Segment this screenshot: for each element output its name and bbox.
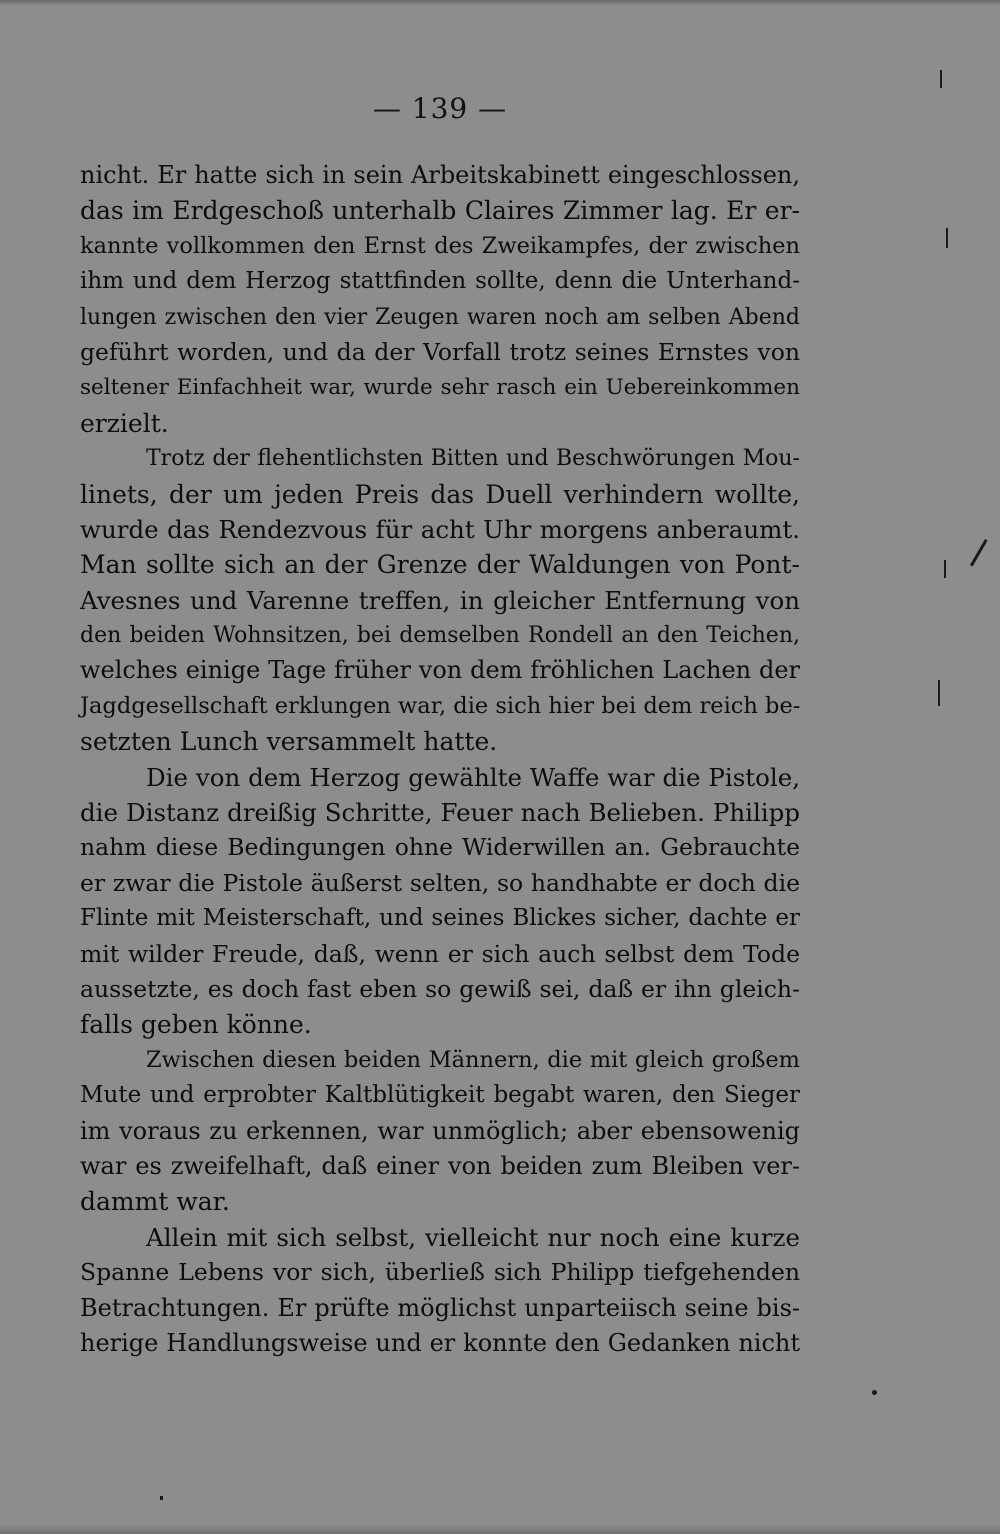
text-line: setzten Lunch versammelt hatte. [80, 727, 498, 757]
text-line: Trotz der flehentlichsten Bitten und Beschwörungen Mou- [146, 446, 800, 472]
text-line: Jagdgesellschaft erklungen war, die sich hier bei dem reich be- [80, 692, 801, 719]
text-line: Allein mit sich selbst, vielleicht nur noch eine kurze [146, 1222, 800, 1252]
text-line: er zwar die Pistole äußerst selten, so handhabte er doch die [80, 868, 800, 897]
scan-mark [970, 539, 988, 566]
text-line: falls geben könne. [80, 1010, 312, 1040]
text-line: dammt war. [80, 1187, 230, 1217]
text-line: ihm und dem Herzog stattfinden sollte, denn die Unterhand- [80, 268, 800, 295]
page-bottom-edge [0, 1524, 1000, 1534]
text-line: den beiden Wohnsitzen, bei demselben Rondell an den Teichen, [80, 623, 800, 649]
scan-dot [160, 1496, 163, 1500]
body-text [80, 158, 800, 1361]
text-line: Mute und erprobter Kaltblütigkeit begabt waren, den Sieger [80, 1082, 800, 1109]
text-line: war es zweifelhaft, daß einer von beiden zum Bleiben ver- [80, 1151, 800, 1180]
text-line: nicht. Er hatte sich in sein Arbeitskabinett eingeschlossen, [80, 161, 800, 189]
text-line: Die von dem Herzog gewählte Waffe war die Pistole, [146, 762, 800, 792]
text-line: wurde das Rendezvous für acht Uhr morgens anberaumt. [80, 514, 800, 544]
text-line: nahm diese Bedingungen ohne Widerwillen an. Gebrauchte [80, 833, 800, 862]
scan-mark [938, 680, 940, 706]
text-line: im voraus zu erkennen, war unmöglich; aber ebensowenig [80, 1116, 800, 1145]
scan-dot [872, 1390, 877, 1395]
text-line: die Distanz dreißig Schritte, Feuer nach Belieben. Philipp [80, 798, 800, 828]
text-line: herige Handlungsweise und er konnte den Gedanken nicht [80, 1328, 800, 1357]
text-line: linets, der um jeden Preis das Duell verhindern wollte, [80, 479, 800, 509]
text-line: kannte vollkommen den Ernst des Zweikampfes, der zwischen [80, 232, 800, 259]
text-line: lungen zwischen den vier Zeugen waren noch am selben Abend [80, 304, 800, 330]
scan-mark [940, 70, 942, 88]
text-line: mit wilder Freude, daß, wenn er sich auch selbst dem Tode [80, 939, 800, 968]
page-number: — 139 — [372, 92, 508, 125]
text-line: das im Erdgeschoß unterhalb Claires Zimmer lag. Er er- [80, 196, 800, 226]
text-line: Flinte mit Meisterschaft, und seines Blickes sicher, dachte er [80, 905, 800, 932]
text-line: Man sollte sich an der Grenze der Waldungen von Pont- [80, 550, 800, 580]
scan-mark [946, 228, 948, 248]
text-line: Zwischen diesen beiden Männern, die mit gleich großem [146, 1046, 800, 1073]
text-line: aussetzte, es doch fast eben so gewiß sei, daß er ihn gleich- [80, 974, 800, 1003]
text-line: Spanne Lebens vor sich, überließ sich Philipp tiefgehenden [80, 1258, 800, 1287]
text-line: geführt worden, und da der Vorfall trotz seines Ernstes von [80, 337, 800, 366]
text-line: Avesnes und Varenne treffen, in gleicher Entfernung von [80, 585, 800, 615]
text-line: welches einige Tage früher von dem fröhlichen Lachen der [80, 656, 800, 685]
text-line: erzielt. [80, 408, 169, 438]
text-line: Betrachtungen. Er prüfte möglichst unparteiisch seine bis- [80, 1293, 800, 1322]
text-line: seltener Einfachheit war, wurde sehr rasch ein Uebereinkommen [80, 375, 800, 401]
page-top-edge [0, 0, 1000, 6]
scan-mark [944, 560, 946, 578]
